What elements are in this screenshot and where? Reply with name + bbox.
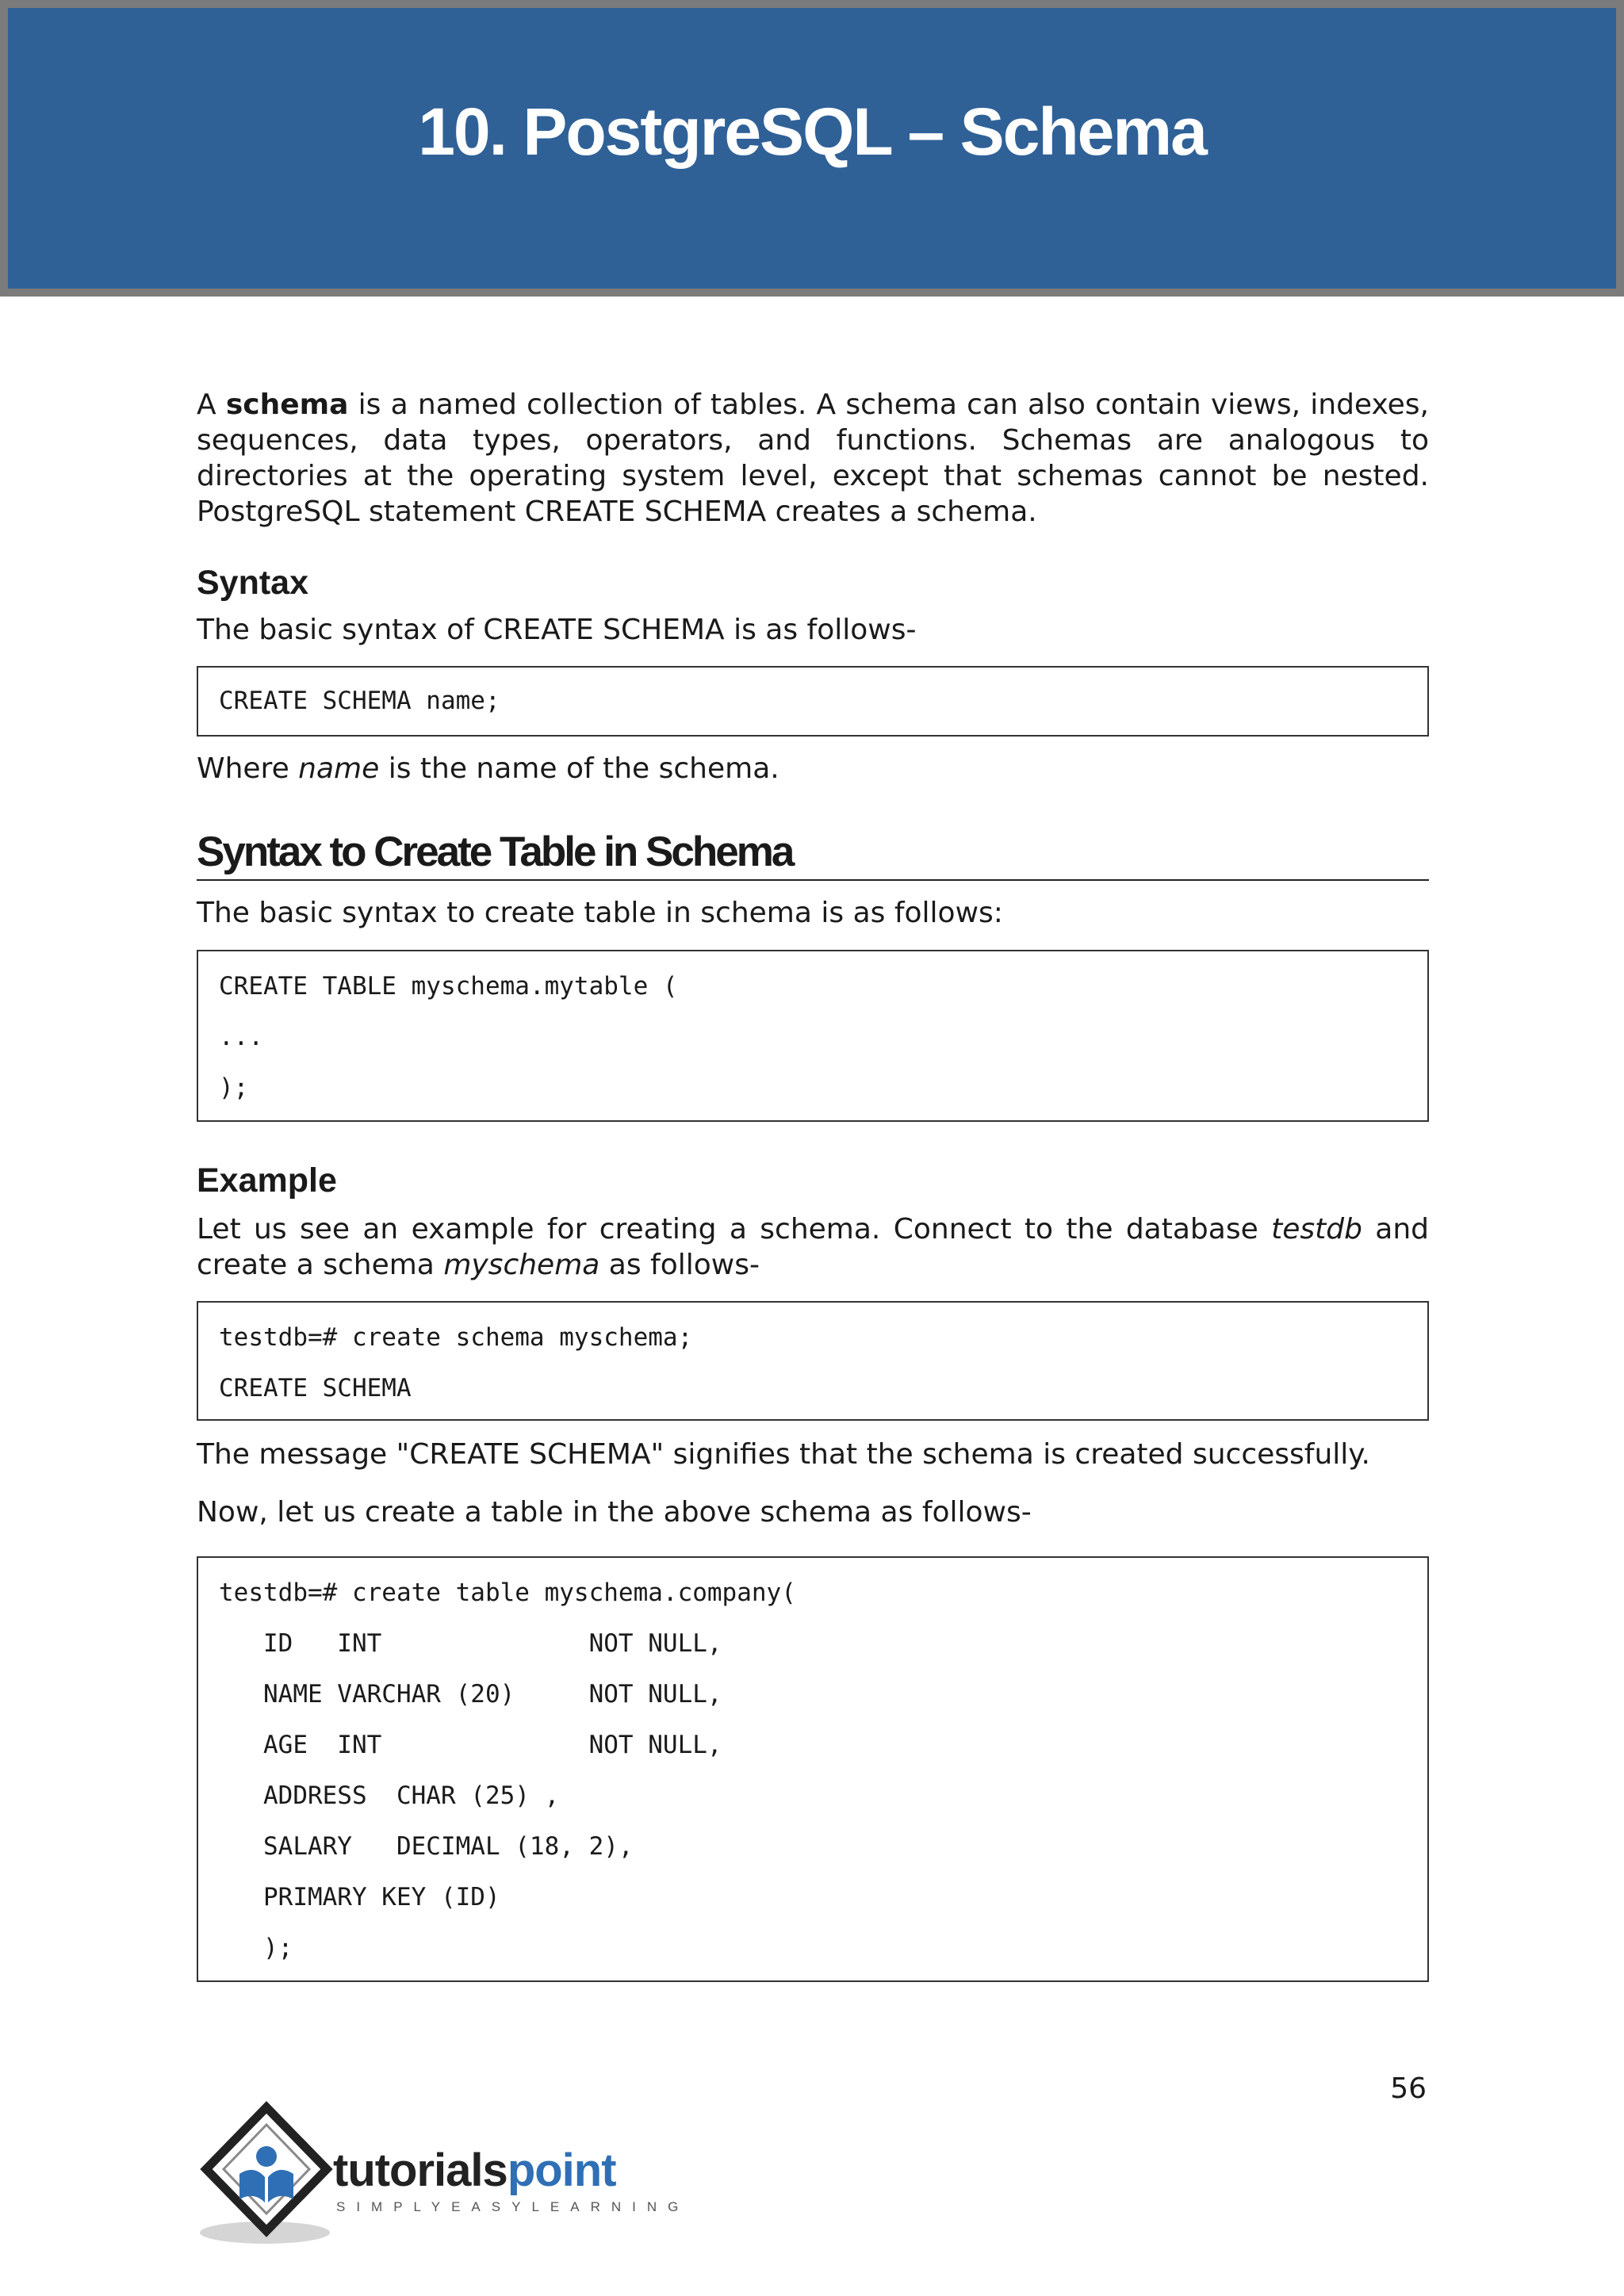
schema-term: schema	[225, 388, 349, 421]
logo-tagline: SIMPLYEASYLEARNING	[336, 2199, 690, 2214]
table-syntax-text: The basic syntax to create table in schema is as follows:	[197, 897, 1003, 929]
chapter-banner	[0, 0, 1624, 297]
code-line: CREATE SCHEMA name;	[219, 687, 500, 715]
example-text: Let us see an example for creating a schema. Connect to the database testdb and create a schema myschema as follows-	[197, 1213, 1429, 1281]
syntax-code-block	[197, 666, 1429, 737]
now-text: Now, let us create a table in the above schema as follows-	[197, 1496, 1032, 1529]
code-line: SALARY DECIMAL (18, 2),	[219, 1832, 634, 1861]
code-line: CREATE TABLE myschema.mytable (	[219, 972, 678, 1001]
logo-emblem-icon	[193, 2101, 336, 2252]
table-syntax-heading: Syntax to Create Table in Schema	[197, 828, 1429, 881]
database-name: testdb	[1271, 1213, 1362, 1246]
code-line: ADDRESS CHAR (25) ,	[219, 1781, 560, 1810]
code-line: );	[219, 1073, 249, 1102]
syntax-text: The basic syntax of CREATE SCHEMA is as follows-	[197, 614, 917, 646]
table-syntax-code-block	[197, 950, 1429, 1122]
page-content	[197, 387, 1429, 1982]
code-line: CREATE SCHEMA	[219, 1374, 412, 1402]
create-schema-code-block	[197, 1301, 1429, 1421]
code-line: AGE INT NOT NULL,	[219, 1731, 722, 1759]
code-line: );	[219, 1934, 293, 1962]
example-heading: Example	[197, 1161, 337, 1200]
code-line: testdb=# create table myschema.company(	[219, 1578, 796, 1607]
page-number: 56	[1390, 2072, 1427, 2105]
code-line: PRIMARY KEY (ID)	[219, 1883, 500, 1911]
code-line: testdb=# create schema myschema;	[219, 1323, 693, 1352]
tutorialspoint-logo	[193, 2101, 690, 2252]
schema-name: myschema	[443, 1249, 600, 1281]
syntax-heading: Syntax	[197, 564, 309, 602]
logo-wordmark: tutorialspoint	[333, 2145, 616, 2196]
code-line: NAME VARCHAR (20) NOT NULL,	[219, 1680, 722, 1709]
intro-paragraph: A schema is a named collection of tables. A schema can also contain views, indexes, sequences, data types, operators, and functions. Schemas are analogous to directories at the operating system level, except that schemas cannot be nested. PostgreSQL statement CREATE SCHEMA creates a schema.	[197, 388, 1429, 528]
code-line: ...	[219, 1023, 263, 1051]
where-text: Where name is the name of the schema.	[197, 752, 779, 785]
create-table-code-block	[197, 1556, 1429, 1982]
chapter-title: 10. PostgreSQL – Schema	[418, 94, 1206, 169]
message-text: The message "CREATE SCHEMA" signifies that the schema is created successfully.	[197, 1438, 1370, 1471]
code-line: ID INT NOT NULL,	[219, 1629, 722, 1658]
